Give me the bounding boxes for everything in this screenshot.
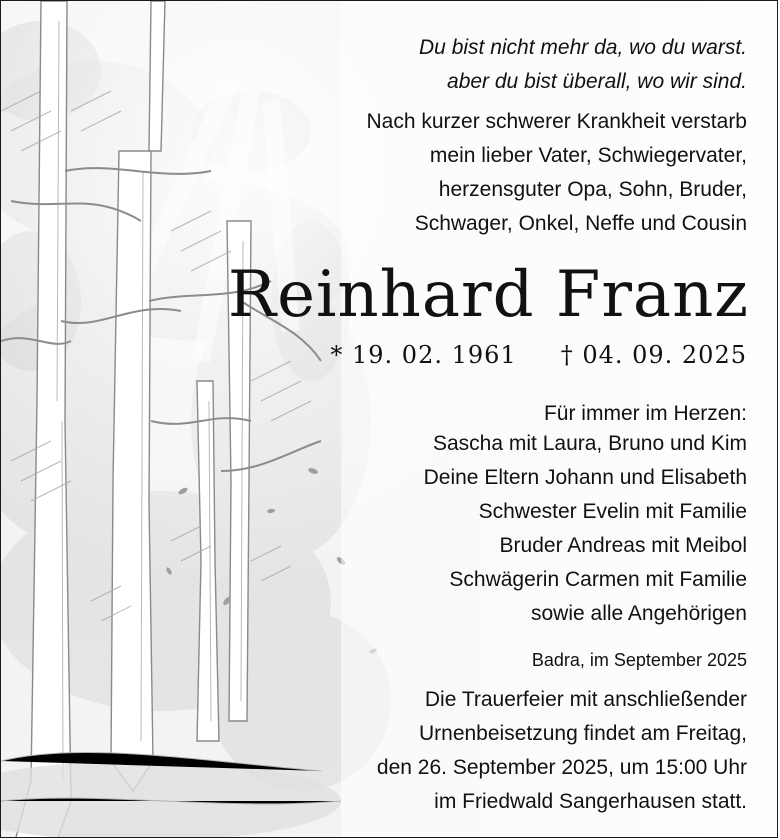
mourner-entry: Sascha mit Laura, Bruno und Kim <box>433 432 747 455</box>
announcement-line: Schwager, Onkel, Neffe und Cousin <box>414 212 747 235</box>
deceased-name: Reinhard Franz <box>227 258 749 332</box>
mourner-entry: Schwester Evelin mit Familie <box>478 500 747 523</box>
funeral-line: den 26. September 2025, um 15:00 Uhr <box>376 756 747 779</box>
announcement-line: Nach kurzer schwerer Krankheit verstarb <box>366 110 747 133</box>
funeral-line: Urnenbeisetzung findet am Freitag, <box>418 722 747 745</box>
mourner-entry: Schwägerin Carmen mit Familie <box>449 568 747 591</box>
verse-line: aber du bist überall, wo wir sind. <box>447 70 747 93</box>
place-and-date: Badra, im September 2025 <box>531 650 747 670</box>
death-date: † 04. 09. 2025 <box>560 341 747 369</box>
memorial-verse <box>419 31 747 99</box>
funeral-details <box>377 683 747 819</box>
mourners-list <box>424 427 747 631</box>
mourner-entry: Bruder Andreas mit Meibol <box>499 534 747 557</box>
announcement-line: herzensguter Opa, Sohn, Bruder, <box>438 178 747 201</box>
mourner-entry: Deine Eltern Johann und Elisabeth <box>423 466 747 489</box>
funeral-line: im Friedwald Sangerhausen statt. <box>434 790 747 813</box>
mourner-entry: sowie alle Angehörigen <box>531 602 747 625</box>
announcement-text <box>367 105 747 241</box>
announcement-line: mein lieber Vater, Schwiegervater, <box>429 144 747 167</box>
life-dates <box>330 337 747 373</box>
birth-date: * 19. 02. 1961 <box>330 341 517 369</box>
funeral-line: Die Trauerfeier mit anschließender <box>424 688 747 711</box>
mourners-heading: Für immer im Herzen: <box>543 402 747 425</box>
verse-line: Du bist nicht mehr da, wo du warst. <box>419 36 747 59</box>
